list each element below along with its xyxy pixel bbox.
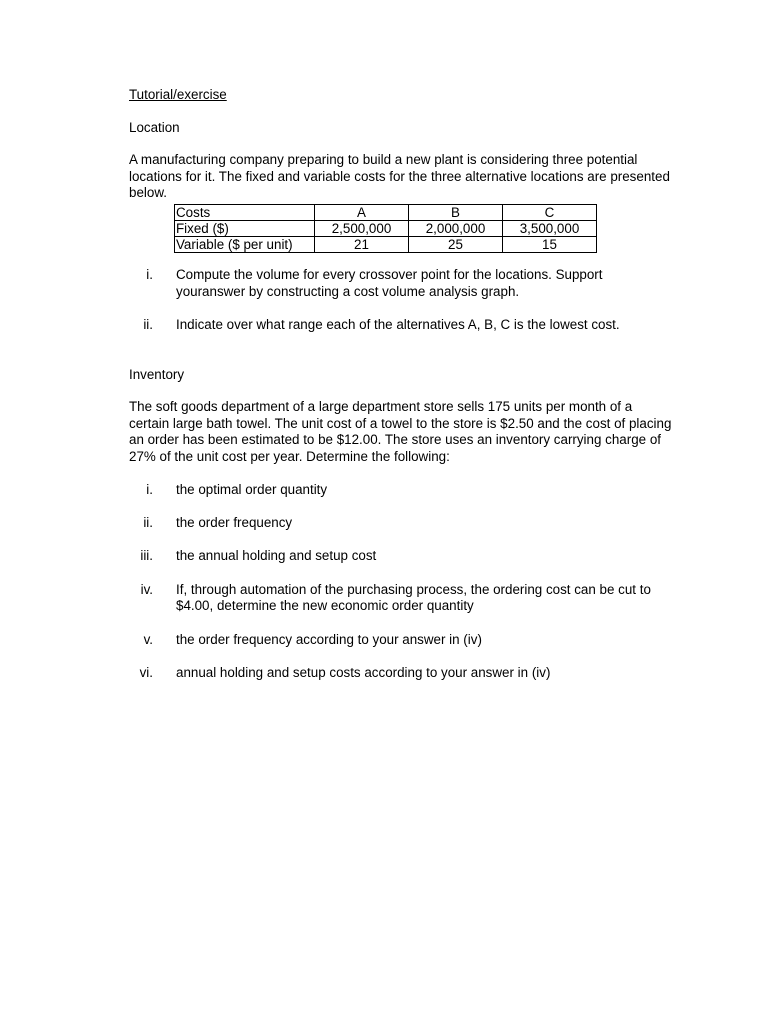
table-cell: 15 <box>503 236 597 252</box>
table-cell: Costs <box>175 204 315 220</box>
list-marker: iv. <box>140 581 153 597</box>
table-cell: B <box>409 204 503 220</box>
table-cell: C <box>503 204 597 220</box>
location-intro: A manufacturing company preparing to build a new plant is considering three potential locations for it. The fixed and variable costs for the three alternative locations are presented below. <box>129 152 670 201</box>
question-text: Indicate over what range each of the alternatives A, B, C is the lowest cost. <box>176 316 620 332</box>
list-item <box>129 482 674 499</box>
inventory-questions <box>129 482 674 682</box>
question-text: the order frequency <box>176 514 293 530</box>
list-marker: i. <box>146 481 153 497</box>
table-cell: A <box>315 204 409 220</box>
list-marker: ii. <box>143 514 153 530</box>
list-item <box>129 665 674 682</box>
document-title: Tutorial/exercise <box>129 87 227 102</box>
question-text: the order frequency according to your answer in (iv) <box>176 631 482 647</box>
list-item <box>129 267 674 300</box>
table-header-row <box>175 204 597 220</box>
list-item <box>129 548 674 565</box>
location-questions <box>129 267 674 334</box>
question-text: the optimal order quantity <box>176 481 328 497</box>
question-text: annual holding and setup costs according to your answer in (iv) <box>176 665 551 681</box>
table-cell: Fixed ($) <box>175 220 315 236</box>
table-row <box>175 236 597 252</box>
list-item <box>129 317 674 334</box>
list-item <box>129 515 674 532</box>
question-text: the annual holding and setup cost <box>176 548 377 564</box>
list-marker: ii. <box>143 316 153 332</box>
table-cell: 21 <box>315 236 409 252</box>
list-marker: v. <box>143 631 153 647</box>
table-cell: 25 <box>409 236 503 252</box>
table-cell: Variable ($ per unit) <box>175 236 315 252</box>
table-cell: 3,500,000 <box>503 220 597 236</box>
table-cell: 2,500,000 <box>315 220 409 236</box>
list-marker: iii. <box>140 548 153 564</box>
document-page <box>129 87 674 682</box>
list-item <box>129 582 674 615</box>
list-item <box>129 632 674 649</box>
list-marker: i. <box>146 266 153 282</box>
location-cost-table <box>174 204 597 253</box>
question-text: If, through automation of the purchasing process, the ordering cost can be cut to $4.00, determine the new economic order quantity <box>176 581 651 614</box>
location-heading: Location <box>129 119 180 135</box>
table-cell: 2,000,000 <box>409 220 503 236</box>
list-marker: vi. <box>139 665 153 681</box>
inventory-intro: The soft goods department of a large department store sells 175 units per month of a certain large bath towel. The unit cost of a towel to the store is $2.50 and the cost of placing an order has been estimated to be $12.00. The store uses an inventory carrying charge of 27% of the unit cost per year. Determine the following: <box>129 399 672 464</box>
question-text: Compute the volume for every crossover point for the locations. Support youranswer by constructing a cost volume analysis graph. <box>176 266 603 299</box>
table-row <box>175 220 597 236</box>
inventory-heading: Inventory <box>129 366 185 382</box>
